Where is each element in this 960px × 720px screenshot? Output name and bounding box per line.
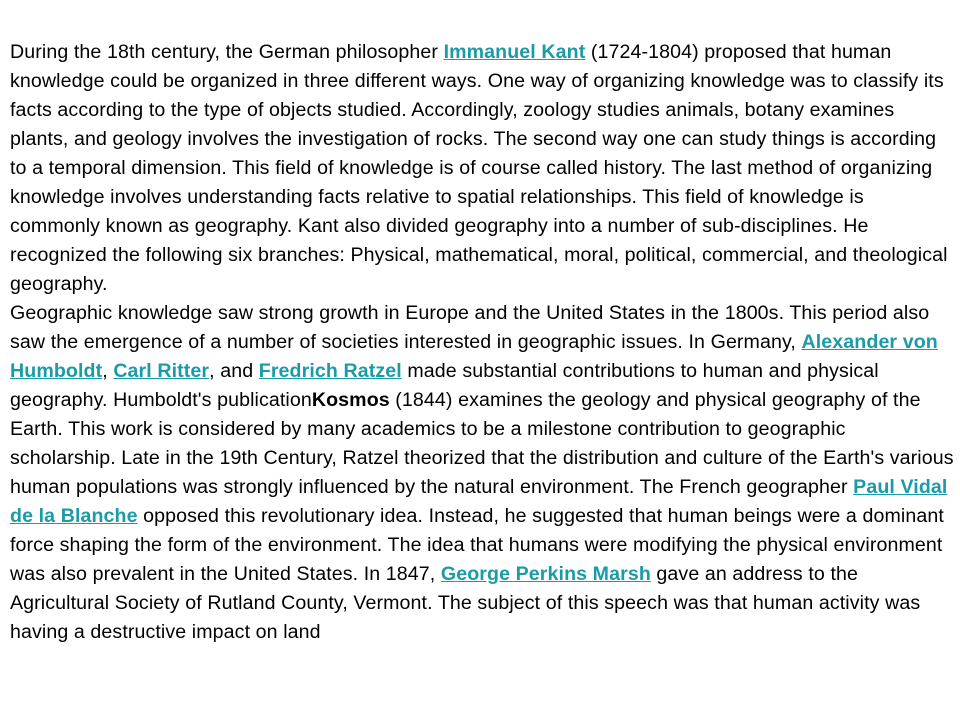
text-run: (1844) examines the geology and physical geography of the Earth. This work is considered by many academics to be a milestone contribution to geographic scholarship. Late in the 19th Century, Ratzel theorized that the distribution and culture of the Earth's various human populations was strongly influenced by the natural environment. The French geographer [10,389,954,498]
paragraph-kant [10,38,954,299]
book-title-kosmos: Kosmos [311,389,390,411]
link-immanuel-kant[interactable]: Immanuel Kant [443,41,586,63]
text-run: opposed this revolutionary idea. Instead, he suggested that human beings were a dominant force shaping the form of the environment. The idea that humans were modifying the physical environment was also prevalent in the United States. In 1847, [10,505,944,585]
link-george-perkins-marsh[interactable]: George Perkins Marsh [440,563,651,585]
link-carl-ritter[interactable]: Carl Ritter [113,360,210,382]
text-run: , [102,360,114,382]
text-run: (1724-1804) proposed that human knowledge could be organized in three different ways. One way of organizing knowledge was to classify its facts according to the type of objects studied. Accordingly, zoology studies animals, botany examines plants, and geology involves the investigation of rocks. The second way one can study things is according to a temporal dimension. This field of knowledge is of course called history. The last method of organizing knowledge involves understanding facts relative to spatial relationships. This field of knowledge is commonly known as geography. Kant also divided geography into a number of sub-disciplines. He recognized the following six branches: Physical, mathematical, moral, political, commercial, and theological geography. [10,41,948,295]
link-fredrich-ratzel[interactable]: Fredrich Ratzel [258,360,402,382]
link-alexander-von-humboldt[interactable]: Alexander von Humboldt [10,331,938,382]
link-paul-vidal-de-la-blanche[interactable]: Paul Vidal de la Blanche [10,476,948,527]
text-run: made substantial contributions to human and physical geography. Humboldt's publication [10,360,879,411]
paragraph-19th-century [10,299,954,647]
text-run: gave an address to the Agricultural Society of Rutland County, Vermont. The subject of this speech was that human activity was having a destructive impact on land [10,563,921,643]
article-body [10,38,954,647]
text-run: During the 18th century, the German philosopher [10,41,444,63]
text-run: Geographic knowledge saw strong growth in Europe and the United States in the 1800s. This period also saw the emergence of a number of societies interested in geographic issues. In Germany, [10,302,930,353]
text-run: , and [209,360,259,382]
